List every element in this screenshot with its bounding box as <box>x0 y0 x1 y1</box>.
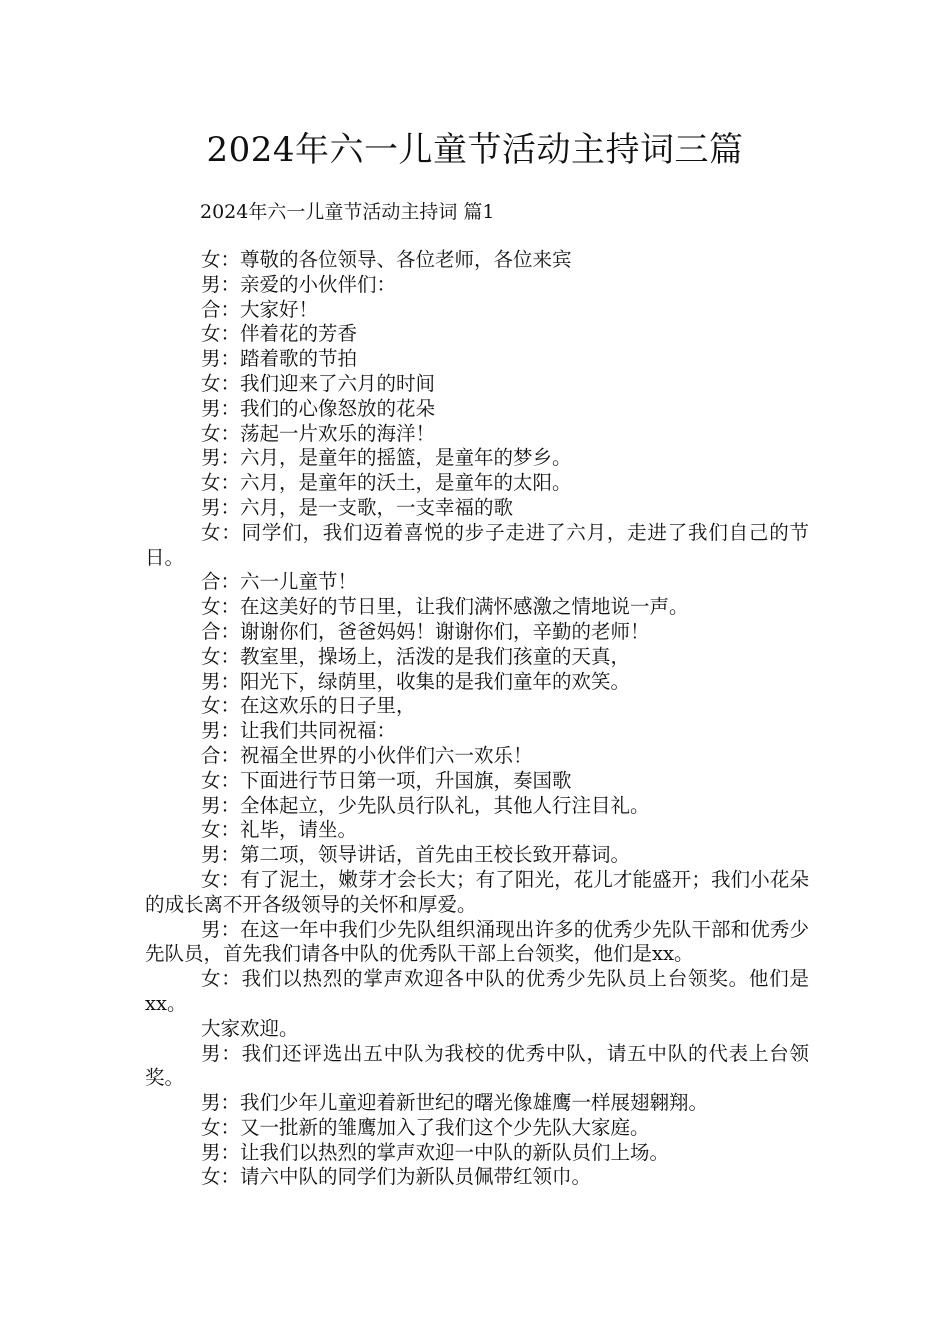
paragraph: 男：我们的心像怒放的花朵 <box>201 396 436 420</box>
paragraph: 女：又一批新的雏鹰加入了我们这个少先队大家庭。 <box>201 1115 650 1139</box>
document-body <box>145 248 809 1190</box>
paragraph: 男：让我们以热烈的掌声欢迎一中队的新队员们上场。 <box>201 1140 670 1164</box>
paragraph: 女：同学们，我们迈着喜悦的步子走进了六月，走进了我们自己的节日。 <box>145 520 809 569</box>
paragraph: 女：有了泥土，嫩芽才会长大；有了阳光，花儿才能盛开；我们小花朵的成长离不开各级领导的关怀和厚爱。 <box>145 867 809 916</box>
paragraph: 男：六月，是一支歌，一支幸福的歌 <box>201 495 514 519</box>
paragraph: 女：荡起一片欢乐的海洋！ <box>201 421 436 445</box>
paragraph: 男：我们少年儿童迎着新世纪的曙光像雄鹰一样展翅翱翔。 <box>201 1091 709 1115</box>
paragraph: 男：在这一年中我们少先队组织涌现出许多的优秀少先队干部和优秀少先队员，首先我们请各中队的优秀队干部上台领奖，他们是xx。 <box>145 917 809 966</box>
paragraph: 大家欢迎。 <box>201 1016 299 1040</box>
paragraph: 女：伴着花的芳香 <box>201 322 358 346</box>
paragraph: 合：六一儿童节！ <box>201 570 358 594</box>
paragraph: 男：阳光下，绿荫里，收集的是我们童年的欢笑。 <box>201 669 631 693</box>
paragraph: 合：谢谢你们，爸爸妈妈！谢谢你们，辛勤的老师！ <box>201 619 650 643</box>
paragraph: 女：尊敬的各位领导、各位老师，各位来宾 <box>201 248 572 271</box>
paragraph: 男：六月，是童年的摇篮，是童年的梦乡。 <box>201 446 572 470</box>
paragraph: 男：亲爱的小伙伴们： <box>201 272 397 296</box>
paragraph: 男：全体起立，少先队员行队礼，其他人行注目礼。 <box>201 793 650 817</box>
paragraph: 女：我们以热烈的掌声欢迎各中队的优秀少先队员上台领奖。他们是xx。 <box>145 967 809 1015</box>
paragraph: 男：我们还评选出五中队为我校的优秀中队，请五中队的代表上台领奖。 <box>145 1041 809 1090</box>
section-heading: 2024年六一儿童节活动主持词 篇1 <box>200 201 495 223</box>
paragraph: 女：教室里，操场上，活泼的是我们孩童的天真， <box>201 644 631 668</box>
paragraph: 女：请六中队的同学们为新队员佩带红领巾。 <box>201 1165 592 1189</box>
paragraph: 男：踏着歌的节拍 <box>201 347 358 371</box>
document-title: 2024年六一儿童节活动主持词三篇 <box>206 130 744 170</box>
paragraph: 男：让我们共同祝福： <box>201 719 397 743</box>
paragraph: 女：礼毕，请坐。 <box>201 818 358 842</box>
paragraph: 女：下面进行节日第一项，升国旗，奏国歌 <box>201 768 572 792</box>
paragraph: 女：我们迎来了六月的时间 <box>201 371 436 395</box>
paragraph: 女：在这欢乐的日子里， <box>201 694 416 718</box>
paragraph: 女：六月，是童年的沃土，是童年的太阳。 <box>201 471 572 495</box>
paragraph: 女：在这美好的节日里，让我们满怀感激之情地说一声。 <box>201 595 689 619</box>
paragraph: 合：大家好！ <box>201 297 319 321</box>
paragraph: 合：祝福全世界的小伙伴们六一欢乐！ <box>201 743 533 767</box>
paragraph: 男：第二项，领导讲话，首先由王校长致开幕词。 <box>201 843 631 867</box>
